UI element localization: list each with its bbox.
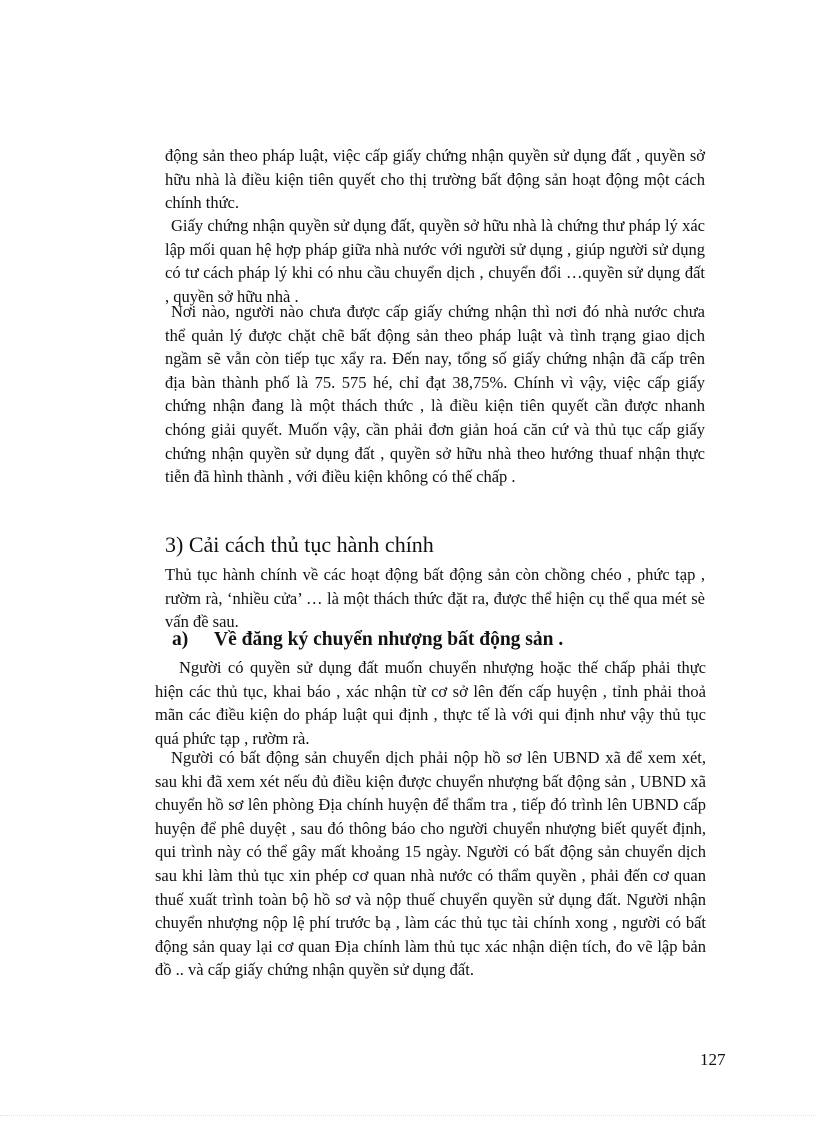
- section-heading-administrative-reform: 3) Cải cách thủ tục hành chính: [165, 532, 434, 557]
- page-bottom-divider: [0, 1115, 816, 1116]
- paragraph-certificate-status: Nơi nào, người nào chưa được cấp giấy chứng nhận thì nơi đó nhà nước chưa thể quản lý được chặt chẽ bất động sản theo pháp luật và tình trạng giao dịch ngầm sẽ vẫn còn tiếp tục xẩy ra. Đến nay, tổng số giấy chứng nhận đã cấp trên địa bàn thành phố là 75. 575 hé, chỉ đạt 38,75%. Chính vì vậy, việc cấp giấy chứng nhận đang là một thách thức , là điều kiện tiên quyết cần được nhanh chóng giải quyết. Muốn vậy, cần phải đơn giản hoá căn cứ và thủ tục cấp giấy chứng nhận quyền sử dụng đất , quyền sở hữu nhà theo hướng thuaf nhận thực tiễn đã hình thành , với điều kiện không có thế chấp .: [165, 302, 705, 487]
- subsection-heading-transfer-registration: [172, 627, 563, 653]
- paragraph-administrative-issues: Thủ tục hành chính về các hoạt động bất động sản còn chồng chéo , phức tạp , rườm rà, ‘nhiều cửa’ … là một thách thức đặt ra, được thể hiện cụ thể qua mét sè vấn đề sau.: [165, 565, 705, 632]
- paragraph-land-certificate-intro: động sản theo pháp luật, việc cấp giấy chứng nhận quyền sử dụng đất , quyền sở hữu nhà là điều kiện tiên quyết cho thị trường bất động sản hoạt động một cách chính thức.: [165, 146, 705, 213]
- subsection-letter: a): [172, 629, 189, 650]
- paragraph-transfer-procedure: Người có quyền sử dụng đất muốn chuyển nhượng hoặc thế chấp phải thực hiện các thủ tục, khai báo , xác nhận từ cơ sở lên đến cấp huyện , tỉnh phải thoả mãn các điều kiện do pháp luật qui định , thực tế là với qui định như vậy thủ tục quá phức tạp , rườm rà.: [155, 658, 706, 748]
- subsection-title: Về đăng ký chuyển nhượng bất động sản .: [214, 629, 564, 650]
- page-number: 127: [700, 1050, 726, 1069]
- paragraph-transfer-steps: Người có bất động sản chuyển dịch phải nộp hồ sơ lên UBND xã để xem xét, sau khi đã xem xét nếu đủ điều kiện được chuyển nhượng bất động sản , UBND xã chuyển hồ sơ lên phòng Địa chính huyện để thẩm tra , tiếp đó trình lên UBND cấp huyện để phê duyệt , sau đó thông báo cho người chuyển nhượng biết quyết định, qui trình này có thể gây mất khoảng 15 ngày. Người có bất động sản chuyển dịch sau khi làm thủ tục xin phép cơ quan nhà nước có thẩm quyền , phải đến cơ quan thuế xuất trình toàn bộ hồ sơ và nộp thuế chuyển quyền sử dụng đất. Người nhận chuyển nhượng nộp lệ phí trước bạ , làm các thủ tục tài chính xong , người có bất động sản quay lại cơ quan Địa chính làm thủ tục xác nhận diện tích, đo vẽ lập bản đồ .. và cấp giấy chứng nhận quyền sử dụng đất.: [155, 748, 706, 980]
- paragraph-certificate-legal-basis: Giấy chứng nhận quyền sử dụng đất, quyền sở hữu nhà là chứng thư pháp lý xác lập mối quan hệ hợp pháp giữa nhà nước với người sử dụng , giúp người sử dụng có tư cách pháp lý khi có nhu cầu chuyển dịch , chuyển đổi …quyền sử dụng đất , quyền sở hữu nhà .: [165, 216, 705, 306]
